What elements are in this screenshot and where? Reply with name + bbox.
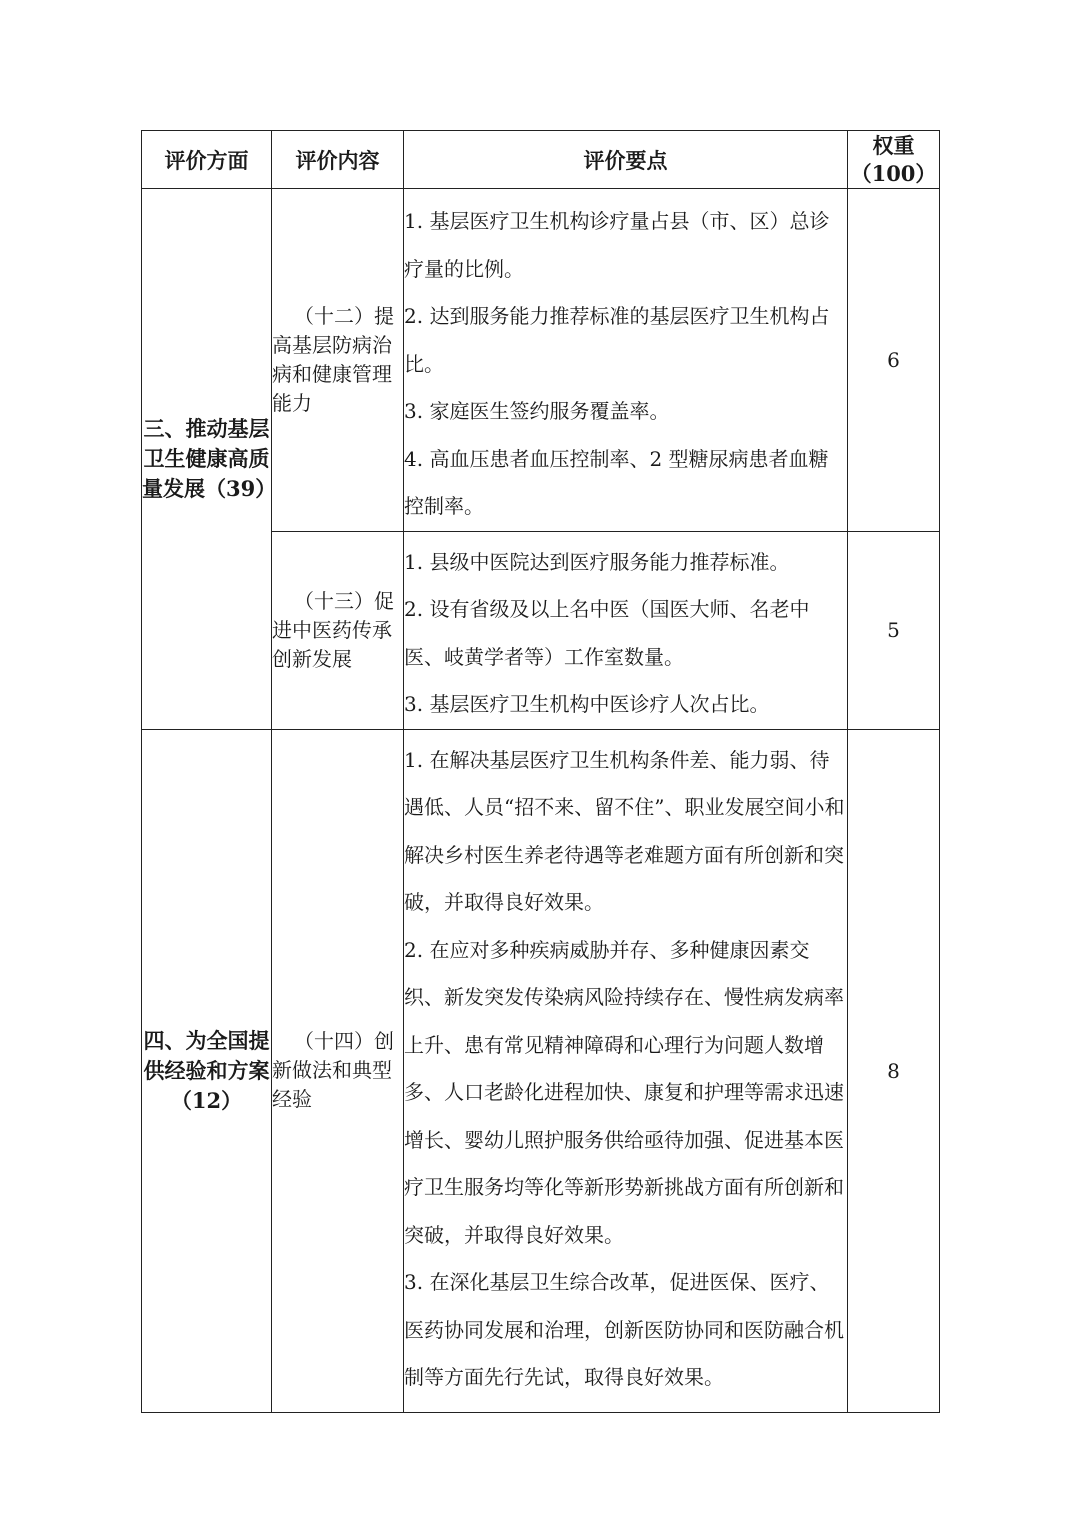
point-item: 2. 在应对多种疾病威胁并存、多种健康因素交织、新发突发传染病风险持续存在、慢性病发病率上升、患有常见精神障碍和心理行为问题人数增多、人口老龄化进程加快、康复和护理等需求迅速增长、婴幼儿照护服务供给亟待加强、促进基本医疗卫生服务均等化等新形势新挑战方面有所创新和突破，并取得良好效果。 bbox=[404, 937, 844, 1247]
header-aspect: 评价方面 bbox=[142, 131, 272, 189]
point-item: 1. 县级中医院达到医疗服务能力推荐标准。 bbox=[404, 549, 790, 574]
weight-cell-14: 8 bbox=[848, 729, 940, 1412]
weight-cell-12: 6 bbox=[848, 189, 940, 532]
point-item: 1. 基层医疗卫生机构诊疗量占县（市、区）总诊疗量的比例。 bbox=[404, 209, 830, 281]
point-item: 4. 高血压患者血压控制率、2 型糖尿病患者血糖控制率。 bbox=[404, 446, 829, 518]
content-cell-14: （十四）创新做法和典型经验 bbox=[272, 729, 404, 1412]
header-weight-label: 权重 bbox=[872, 132, 915, 158]
point-item: 3. 在深化基层卫生综合改革，促进医保、医疗、医药协同发展和治理，创新医防协同和医防融合机制等方面先行先试，取得良好效果。 bbox=[404, 1270, 844, 1389]
points-cell-12 bbox=[404, 189, 848, 532]
header-points: 评价要点 bbox=[404, 131, 848, 189]
header-content: 评价内容 bbox=[272, 131, 404, 189]
table-row bbox=[142, 189, 940, 532]
table-row bbox=[142, 729, 940, 1412]
points-cell-13 bbox=[404, 531, 848, 729]
header-weight bbox=[848, 131, 940, 189]
point-item: 2. 设有省级及以上名中医（国医大师、名老中医、岐黄学者等）工作室数量。 bbox=[404, 597, 810, 669]
evaluation-table bbox=[141, 130, 940, 1413]
aspect-cell-3: 三、推动基层卫生健康高质量发展（39） bbox=[142, 189, 272, 730]
weight-cell-13: 5 bbox=[848, 531, 940, 729]
aspect-cell-4: 四、为全国提供经验和方案（12） bbox=[142, 729, 272, 1412]
point-item: 3. 基层医疗卫生机构中医诊疗人次占比。 bbox=[404, 692, 770, 716]
point-item: 2. 达到服务能力推荐标准的基层医疗卫生机构占比。 bbox=[404, 304, 830, 376]
point-item: 3. 家庭医生签约服务覆盖率。 bbox=[404, 399, 670, 423]
content-cell-13: （十三）促进中医药传承创新发展 bbox=[272, 531, 404, 729]
point-item: 1. 在解决基层医疗卫生机构条件差、能力弱、待遇低、人员“招不来、留不住”、职业发展空间小和解决乡村医生养老待遇等老难题方面有所创新和突破，并取得良好效果。 bbox=[404, 747, 845, 914]
content-cell-12: （十二）提高基层防病治病和健康管理能力 bbox=[272, 189, 404, 532]
points-cell-14 bbox=[404, 729, 848, 1412]
header-row bbox=[142, 131, 940, 189]
header-weight-total: （100） bbox=[850, 160, 937, 186]
